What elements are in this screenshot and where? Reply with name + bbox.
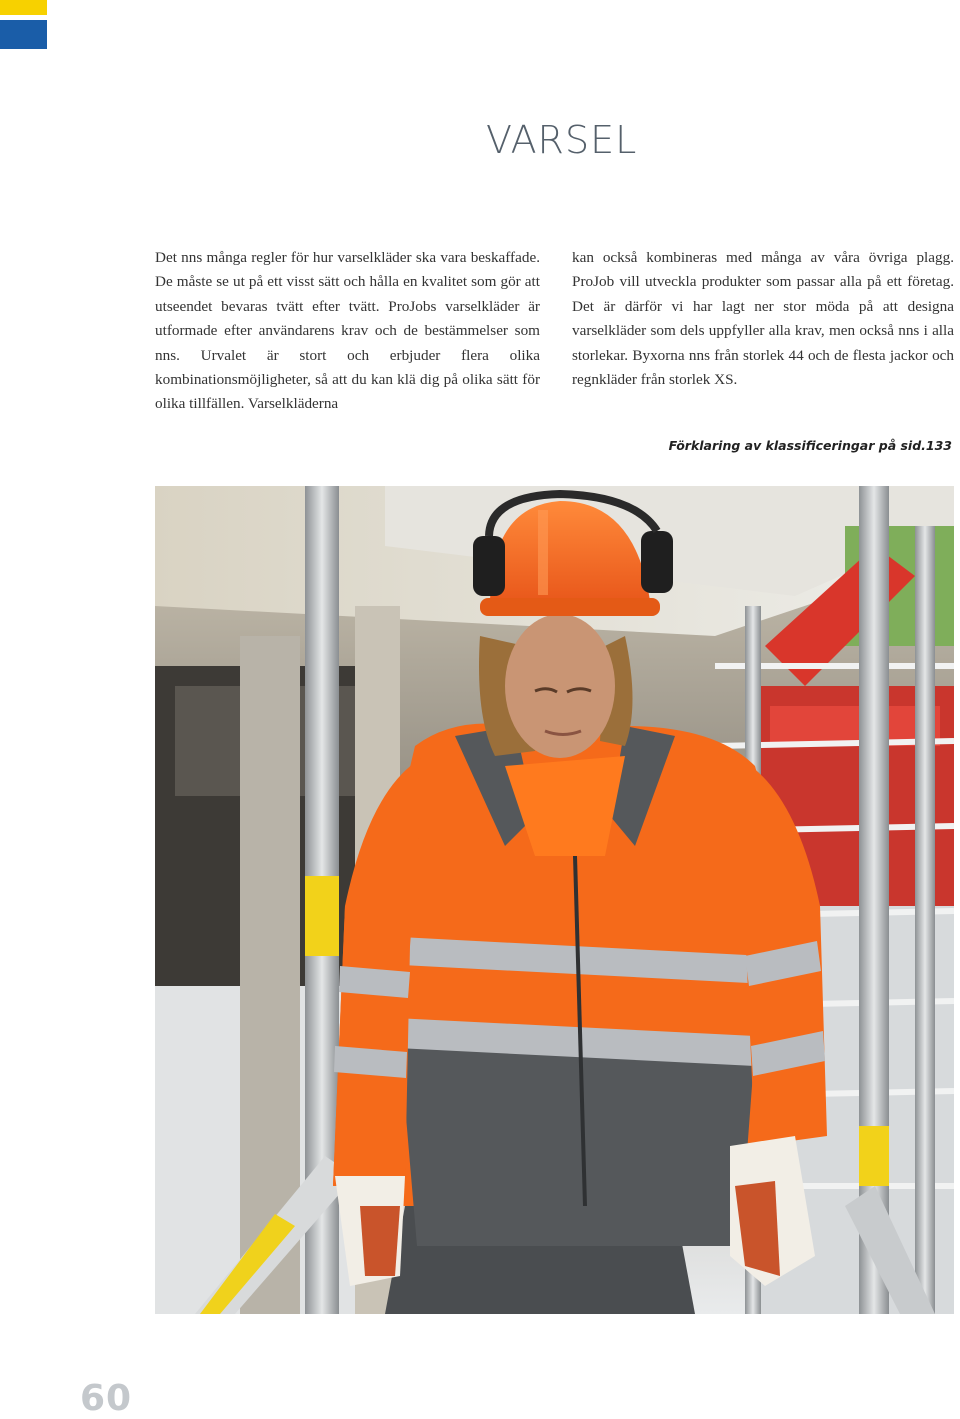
flag-stripe-blue [0, 20, 47, 49]
page-title: VARSEL [486, 118, 638, 162]
classification-reference: Förklaring av klassificeringar på sid.133 [668, 438, 952, 453]
flag-stripe-yellow [0, 0, 47, 15]
hero-photo-worker-on-scaffold [155, 486, 954, 1314]
body-text-left-column: Det nns många regler för hur varselkläder ska vara beskaffade. De måste se ut på ett visst sätt och hålla en kvalitet som gör att utseendet bevaras tvätt efter tvätt. ProJobs varselkläder är utformade efter användarens krav och de bestämmelser som nns. Urvalet är stort och erbjuder flera olika kombinationsmöjligheter, så att du kan klä dig på olika sätt för olika tillfällen. Varselkläderna [155, 249, 540, 413]
body-text-right-column: kan också kombineras med många av våra övriga plagg. ProJob vill utveckla produkter som passar alla på ett företag. Det är därför vi har lagt ner stor möda på att designa varselkläder som dels uppfyller alla krav, men också nns i alla storlekar. Byxorna nns från storlek 44 och de flesta jackor och regnkläder från storlek XS. [572, 249, 954, 389]
page-number: 60 [80, 1378, 133, 1419]
